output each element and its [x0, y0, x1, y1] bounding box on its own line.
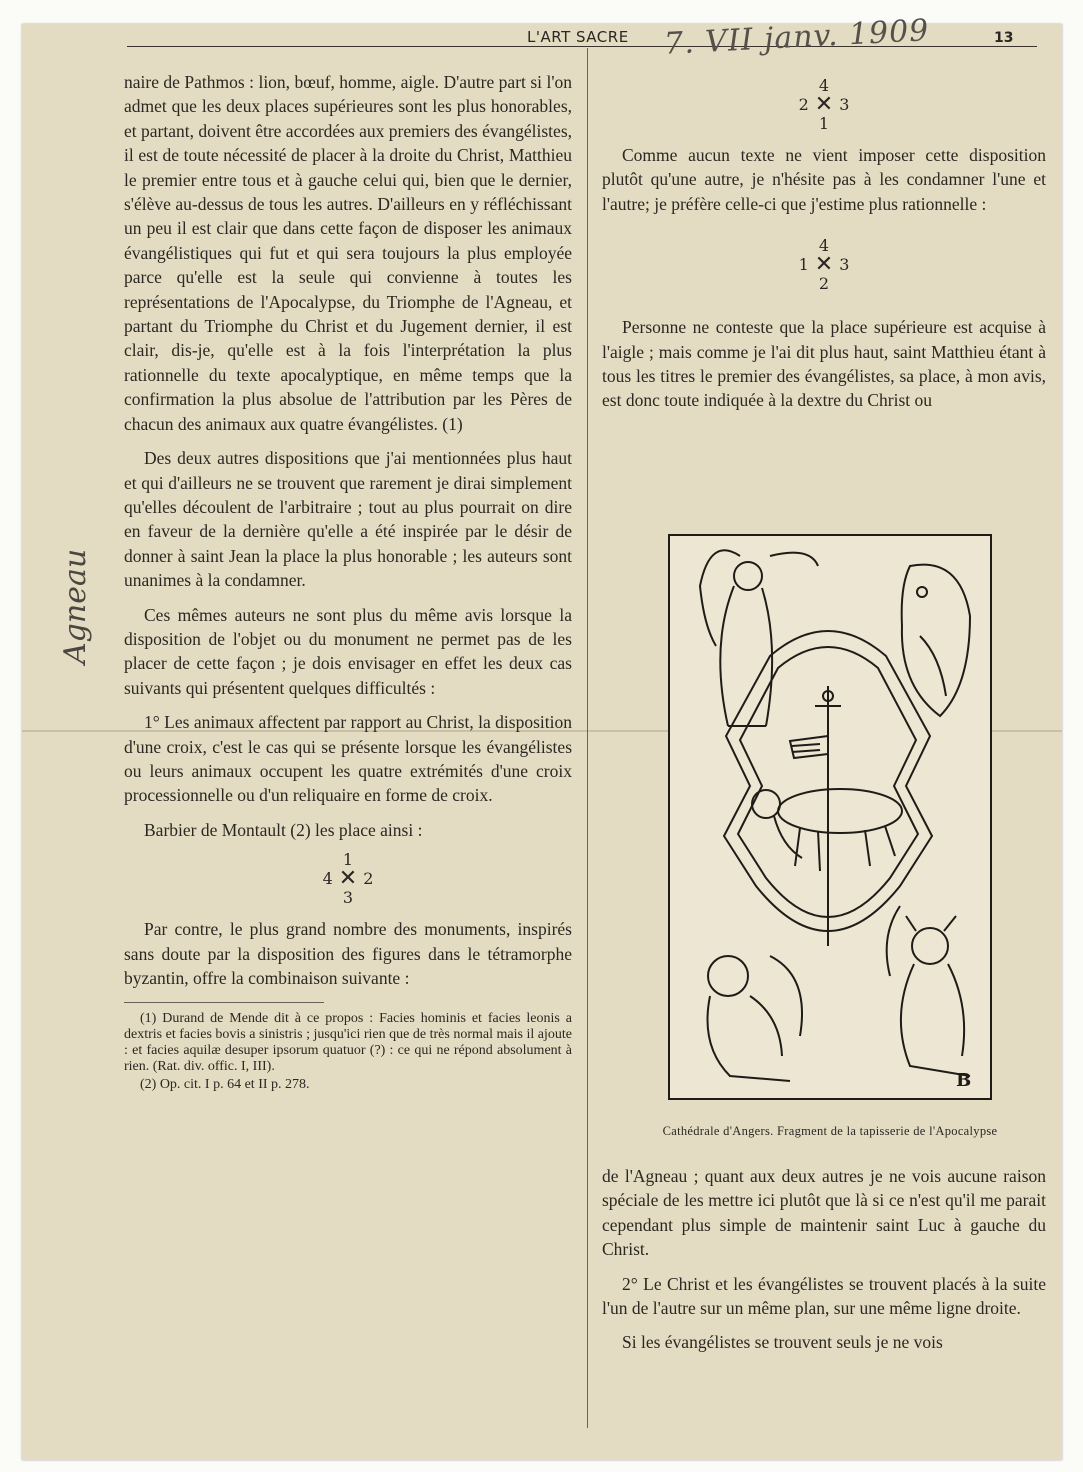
diagram-bottom: 2	[818, 274, 830, 294]
paragraph: 1° Les animaux affectent par rapport au Christ, la disposition d'une croix, c'est le cas qui se présente lorsque les évangélistes ou leurs animaux occupent les quatre extrémités d'une croix processionnelle ou d'un reliquaire en forme de croix.	[124, 712, 572, 806]
diagram-top: 4	[818, 76, 830, 95]
cross-icon: ✕	[338, 865, 358, 891]
column-divider	[587, 48, 588, 1428]
diagram-left: 4	[322, 869, 333, 889]
footnote: (2) Op. cit. I p. 64 et II p. 278.	[140, 1077, 310, 1093]
paragraph: Par contre, le plus grand nombre des monuments, inspirés sans doute par la disposition des figures dans le tétramorphe byzantin, offre la combinaison suivante :	[124, 919, 572, 988]
diagram-bottom: 3	[342, 888, 354, 908]
paragraph: Des deux autres dispositions que j'ai mentionnées plus haut et qui d'ailleurs ne se trouvent que rarement je dirai simplement qu'elles découlent de l'arbitraire ; tout au plus pourrait on dire en faveur de la dernière qu'elle a été inspirée par le désir de donner à saint Jean la place la plus honorable ; les auteurs sont unanimes à la condamner.	[124, 448, 572, 591]
right-column-top	[602, 76, 1046, 413]
paragraph: naire de Pathmos : lion, bœuf, homme, aigle. D'autre part si l'on admet que les deux places supérieures sont les plus honorables, et partant, doivent être accordées aux premiers des évangélistes, il est de toute nécessité de placer à la droite du Christ, Matthieu le premier entre tous et à gauche celui qui, bien que le dernier, s'élève au-dessus de tous les autres. D'ailleurs en y réfléchissant un peu il est clair que dans cette façon de disposer les animaux évangélistiques qui fut et qui sera toujours la plus employée parce qu'elle est la seule qui convienne à toutes les représentations de l'Apocalypse, du Triomphe de l'Agneau, et partant du Triomphe du Christ et du Jugement dernier, il est clair, dis-je, qu'elle est à la fois l'interprétation la plus rationnelle du texte apocalyptique, en même temps que la confirmation la plus absolue de l'attribution par les Pères de chacun des animaux aux quatre évangélistes. (1)	[124, 72, 573, 434]
paragraph: de l'Agneau ; quant aux deux autres je ne vois aucune raison spéciale de les mettre ici plutôt que là si ce n'est qu'il me parait cependant plus simple de maintenir saint Luc à gauche du Christ.	[602, 1166, 1046, 1260]
diagram-bottom: 1	[818, 114, 830, 133]
cross-icon: ✕	[814, 91, 834, 117]
footnote-rule	[124, 1002, 324, 1003]
paragraph: Si les évangélistes se trouvent seuls je ne vois	[622, 1332, 943, 1353]
tapestry-illustration	[668, 534, 992, 1100]
cross-icon: ✕	[814, 251, 834, 277]
artist-signature: B	[956, 1070, 972, 1091]
lamb-tetramorph-engraving	[670, 536, 986, 1094]
paragraph: Barbier de Montault (2) les place ainsi :	[144, 819, 423, 840]
paragraph: Comme aucun texte ne vient imposer cette disposition plutôt qu'une autre, je n'hésite pas à les condamner l'une et l'autre; je préfère celle-ci que j'estime plus rationnelle :	[602, 145, 1046, 214]
cross-diagram	[602, 76, 1046, 133]
diagram-right: 3	[839, 255, 850, 275]
paragraph: 2° Le Christ et les évangélistes se trouvent placés à la suite l'un de l'autre sur un même plan, sur une même ligne droite.	[602, 1273, 1046, 1319]
cross-diagram	[602, 236, 1046, 293]
handwritten-date: 7. VII janv. 1909	[663, 13, 931, 62]
diagram-right: 2	[363, 869, 374, 889]
journal-page	[22, 13, 1062, 1460]
cross-diagram	[124, 850, 572, 907]
paragraph: Ces mêmes auteurs ne sont plus du même avis lorsque la disposition de l'objet ou du monument ne permet pas de les placer de cette façon ; je dois envisager en effet les deux cas suivants qui présentent quelques difficultés :	[124, 604, 572, 698]
diagram-top: 4	[818, 236, 830, 256]
diagram-top: 1	[342, 850, 354, 870]
diagram-left: 1	[798, 255, 809, 275]
diagram-right: 3	[839, 95, 850, 114]
handwritten-margin-note: Agneau	[58, 548, 93, 664]
running-title: L'ART SACRE	[527, 28, 629, 46]
left-column	[124, 70, 572, 1093]
footnote: (1) Durand de Mende dit à ce propos : Facies hominis et facies leonis a dextris et facies bovis a sinistris ; jusqu'ici rien que de très normal mais il ajoute : et facies aquilæ desuper ipsorum quatuor (?) : ce qui ne répond absolument à rien. (Rat. div. offic. I, III).	[124, 1011, 572, 1075]
diagram-left: 2	[798, 95, 809, 114]
page-number: 13	[994, 30, 1014, 46]
right-column-bottom	[602, 1164, 1046, 1355]
paragraph: Personne ne conteste que la place supérieure est acquise à l'aigle ; mais comme je l'ai dit plus haut, saint Matthieu étant à tous les titres le premier des évangélistes, sa place, à mon avis, est donc toute indiquée à la dextre du Christ ou	[602, 317, 1046, 411]
figure-caption: Cathédrale d'Angers. Fragment de la tapisserie de l'Apocalypse	[662, 1124, 998, 1138]
